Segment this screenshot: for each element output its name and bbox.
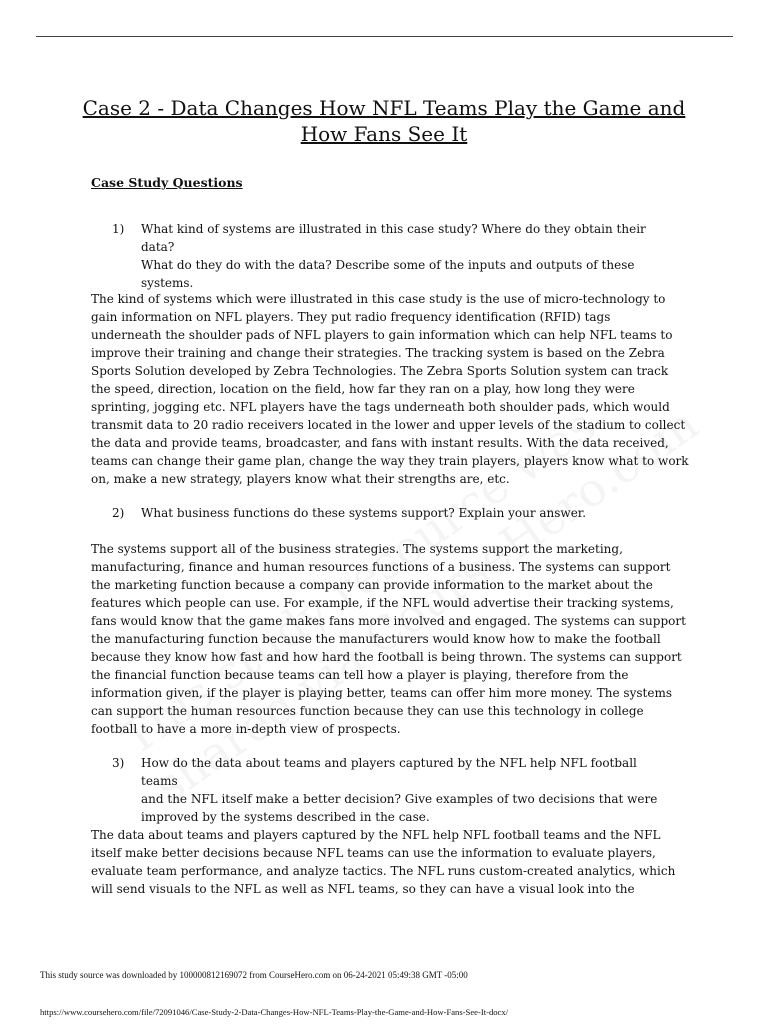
answer-line: will send visuals to the NFL as well as NFL teams, so they can have a visual look into the	[91, 882, 635, 896]
answer-line: sprinting, jogging etc. NFL players have the tags underneath both shoulder pads, which would	[91, 400, 670, 414]
answer-line: evaluate team performance, and analyze tactics. The NFL runs custom-created analytics, which	[91, 864, 676, 878]
question-number: 3)	[112, 756, 125, 770]
question-number: 1)	[112, 222, 125, 236]
download-notice: This study source was downloaded by 100000812169072 from CourseHero.com on 06-24-2021 05:49:38 GMT -05:00	[40, 970, 468, 980]
question-number: 2)	[112, 506, 125, 520]
question-line: What do they do with the data? Describe some of the inputs and outputs of these	[141, 258, 635, 272]
question-line: systems.	[141, 276, 194, 290]
answer-line: teams can change their game plan, change the way they train players, players know what to work	[91, 454, 689, 468]
answer-line: transmit data to 20 radio receivers located in the lower and upper levels of the stadium to collect	[91, 418, 686, 432]
answer-line: manufacturing, finance and human resources functions of a business. The systems can support	[91, 560, 671, 574]
question-line: improved by the systems described in the case.	[141, 810, 430, 824]
answer-line: The kind of systems which were illustrated in this case study is the use of micro-technology to	[91, 292, 666, 306]
answer-line: the marketing function because a company can provide information to the market about the	[91, 578, 653, 592]
answer-line: The data about teams and players captured by the NFL help NFL football teams and the NFL	[91, 828, 661, 842]
answer-line: football to have a more in-depth view of prospects.	[91, 722, 401, 736]
page-title	[60, 95, 708, 147]
question-line: How do the data about teams and players captured by the NFL help NFL football teams	[141, 756, 637, 788]
answer-line: the speed, direction, location on the field, how far they ran on a play, how long they were	[91, 382, 635, 396]
header-rule	[36, 36, 733, 37]
answer-line: can support the human resources function because they can use this technology in college	[91, 704, 644, 718]
title-line-2: How Fans See It	[300, 122, 468, 146]
title-line-1: Case 2 - Data Changes How NFL Teams Play the Game and	[82, 96, 686, 120]
answer-line: the manufacturing function because the manufacturers would know how to make the football	[91, 632, 661, 646]
answer-line: because they know how fast and how hard the football is being thrown. The systems can support	[91, 650, 682, 664]
question-line: What business functions do these systems support? Explain your answer.	[141, 506, 587, 520]
answer-line: the data and provide teams, broadcaster, and fans with instant results. With the data received,	[91, 436, 669, 450]
answer-line: information given, if the player is playing better, teams can offer him more money. The systems	[91, 686, 672, 700]
question-line: and the NFL itself make a better decision? Give examples of two decisions that were	[141, 792, 658, 806]
question-line: What kind of systems are illustrated in this case study? Where do they obtain their data?	[141, 222, 646, 254]
answer-line: underneath the shoulder pads of NFL players to gain information which can help NFL teams to	[91, 328, 673, 342]
answer-3	[91, 826, 683, 898]
answer-line: improve their training and change their strategies. The tracking system is based on the Zebra	[91, 346, 665, 360]
answer-line: on, make a new strategy, players know what their strengths are, etc.	[91, 472, 510, 486]
answer-line: the financial function because teams can tell how a player is playing, therefore from the	[91, 668, 629, 682]
answer-line: features which people can use. For example, if the NFL would advertise their tracking systems,	[91, 596, 674, 610]
answer-line: Sports Solution developed by Zebra Technologies. The Zebra Sports Solution system can track	[91, 364, 669, 378]
answer-line: itself make better decisions because NFL teams can use the information to evaluate players,	[91, 846, 656, 860]
answer-line: gain information on NFL players. They put radio frequency identification (RFID) tags	[91, 310, 611, 324]
answer-2	[91, 540, 686, 738]
section-heading: Case Study Questions	[91, 175, 243, 190]
answer-line: fans would know that the game makes fans more involved and engaged. The systems can support	[91, 614, 686, 628]
answer-line: The systems support all of the business strategies. The systems support the marketing,	[91, 542, 623, 556]
source-url-link[interactable]: https://www.coursehero.com/file/72091046/Case-Study-2-Data-Changes-How-NFL-Teams-Play-the-Game-and-How-Fans-See-It-docx/	[40, 1007, 509, 1017]
answer-1	[91, 290, 689, 488]
